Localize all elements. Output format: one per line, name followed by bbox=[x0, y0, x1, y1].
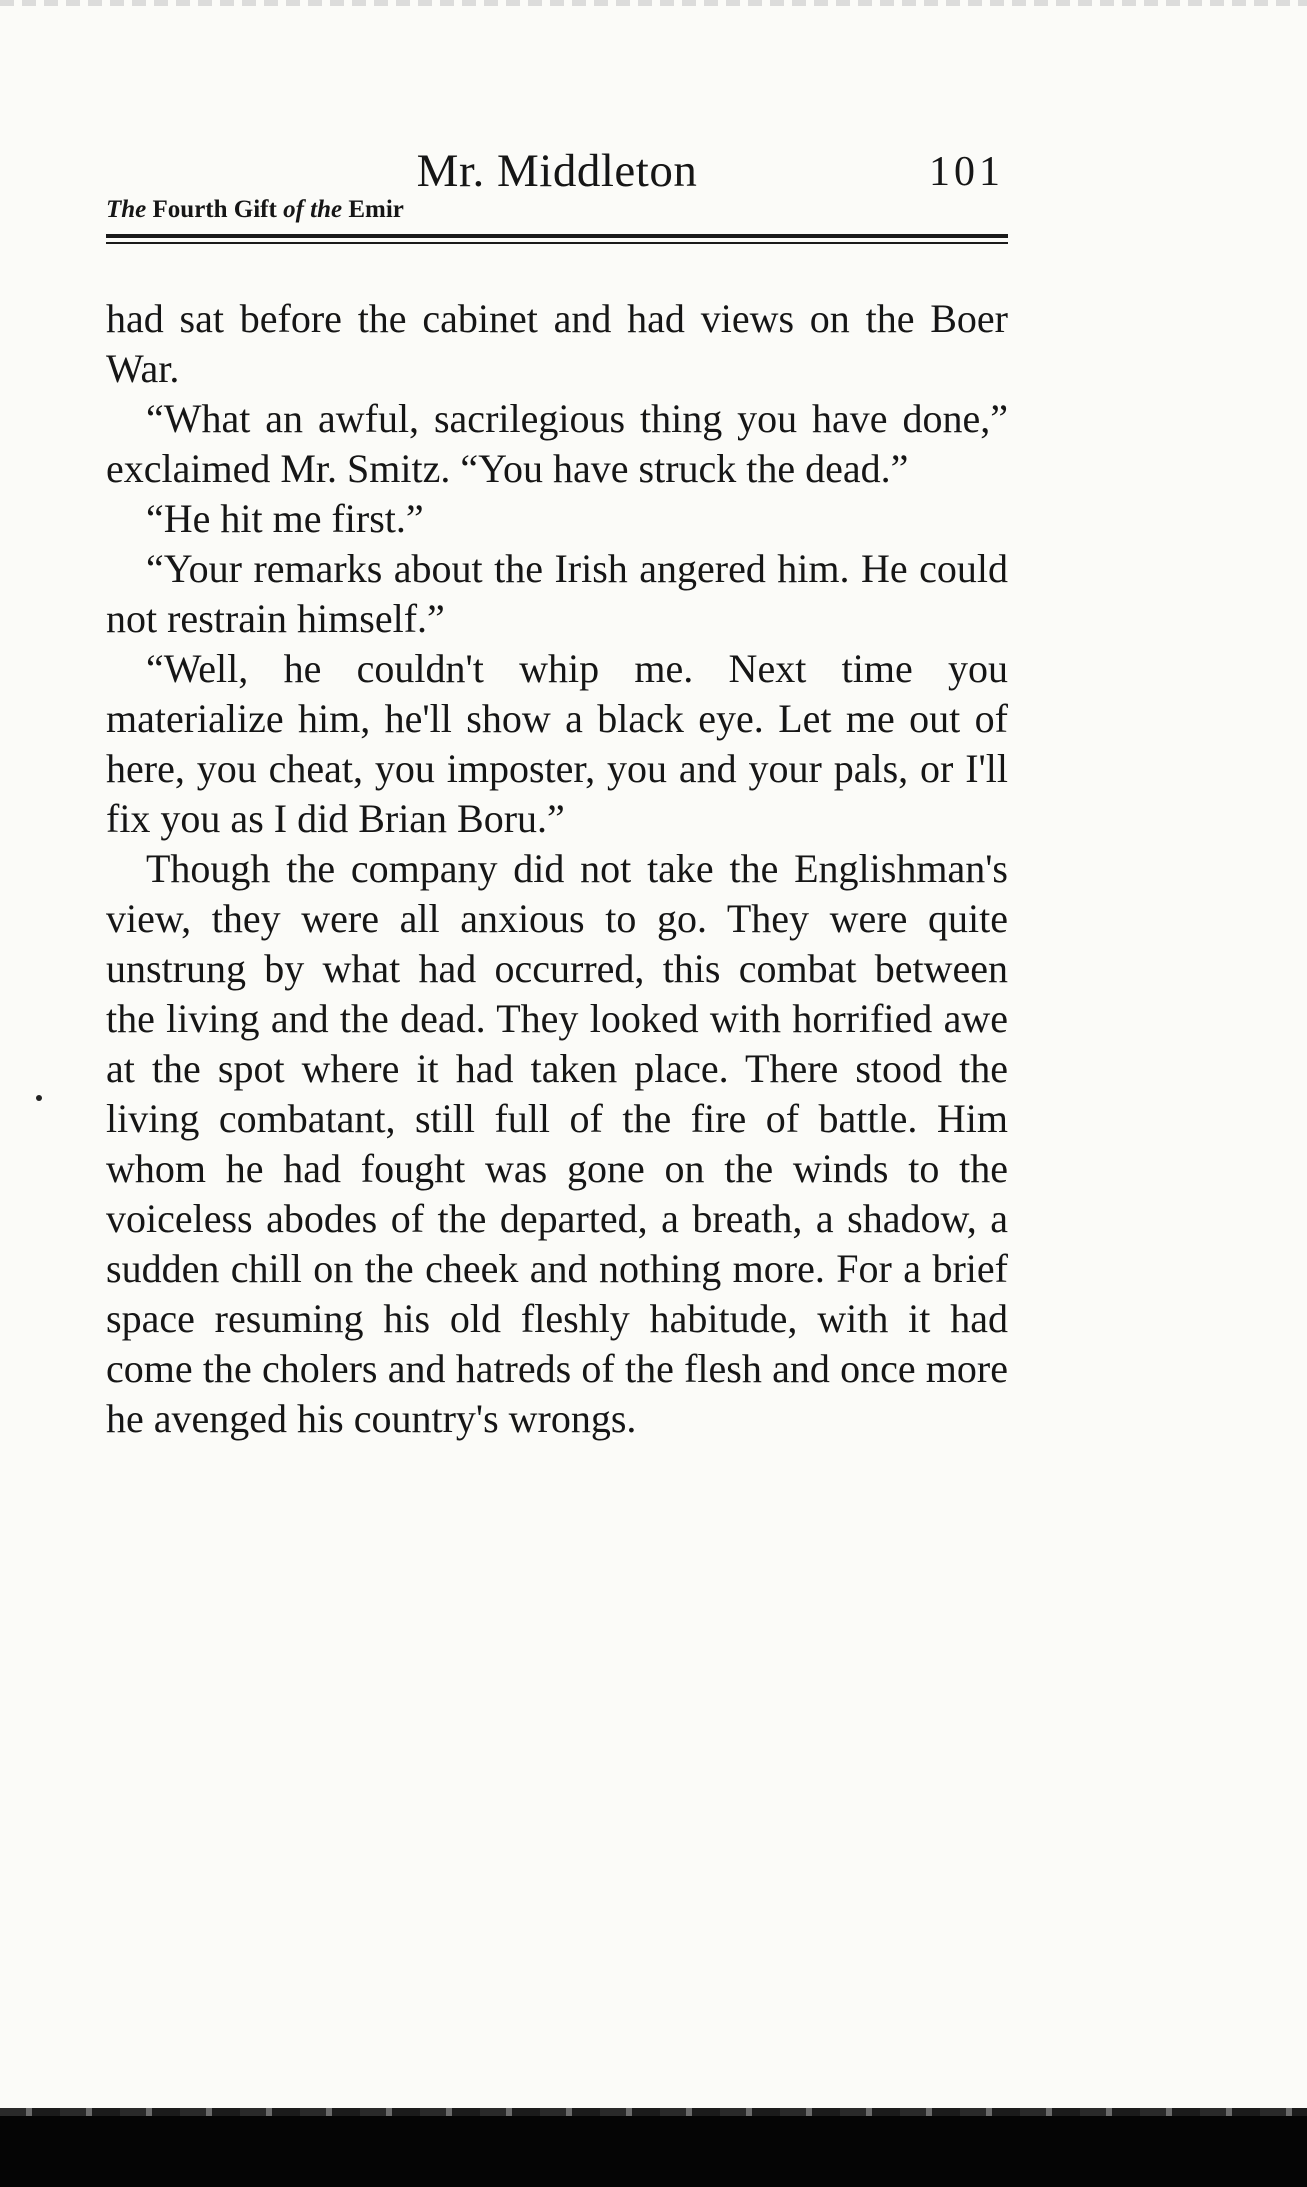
paragraph-3: “He hit me first.” bbox=[146, 496, 424, 541]
running-title: Mr. Middleton bbox=[416, 145, 698, 197]
page-number: 101 bbox=[929, 149, 1004, 195]
scan-bottom-band bbox=[0, 2116, 1307, 2187]
body-text bbox=[106, 294, 1008, 1444]
paragraph-2: “What an awful, sacrilegious thing you have done,” exclaimed Mr. Smitz. “You have struck the dead.” bbox=[106, 396, 1008, 491]
subtitle-part-1: The bbox=[106, 196, 147, 223]
header-rule-thin bbox=[106, 242, 1008, 244]
scan-top-edge bbox=[0, 0, 1307, 6]
paragraph-4: “Your remarks about the Irish angered him. He could not restrain himself.” bbox=[106, 546, 1008, 641]
paragraph-1: had sat before the cabinet and had views on the Boer War. bbox=[106, 296, 1008, 391]
subtitle-part-2: Fourth Gift bbox=[146, 196, 284, 223]
subtitle-part-4: Emir bbox=[342, 196, 404, 223]
scan-speck bbox=[36, 1095, 42, 1101]
subtitle-part-3: of the bbox=[283, 196, 343, 223]
header-rule-thick bbox=[106, 234, 1008, 238]
page-header bbox=[106, 140, 1008, 260]
paragraph-6: Though the company did not take the Englishman's view, they were all anxious to go. They were quite unstrung by what had occurred, this combat between the living and the dead. They looked with horrified awe at the spot where it had taken place. There stood the living combatant, still full of the fire of battle. Him whom he had fought was gone on the winds to the voiceless abodes of the departed, a breath, a shadow, a sudden chill on the cheek and nothing more. For a brief space resuming his old fleshly habitude, with it had come the cholers and hatreds of the flesh and once more he avenged his country's wrongs. bbox=[106, 846, 1008, 1441]
book-subtitle bbox=[106, 196, 404, 224]
paragraph-5: “Well, he couldn't whip me. Next time you materialize him, he'll show a black eye. Let me out of here, you cheat, you imposter, you and your pals, or I'll fix you as I did Brian Boru.” bbox=[106, 646, 1008, 841]
